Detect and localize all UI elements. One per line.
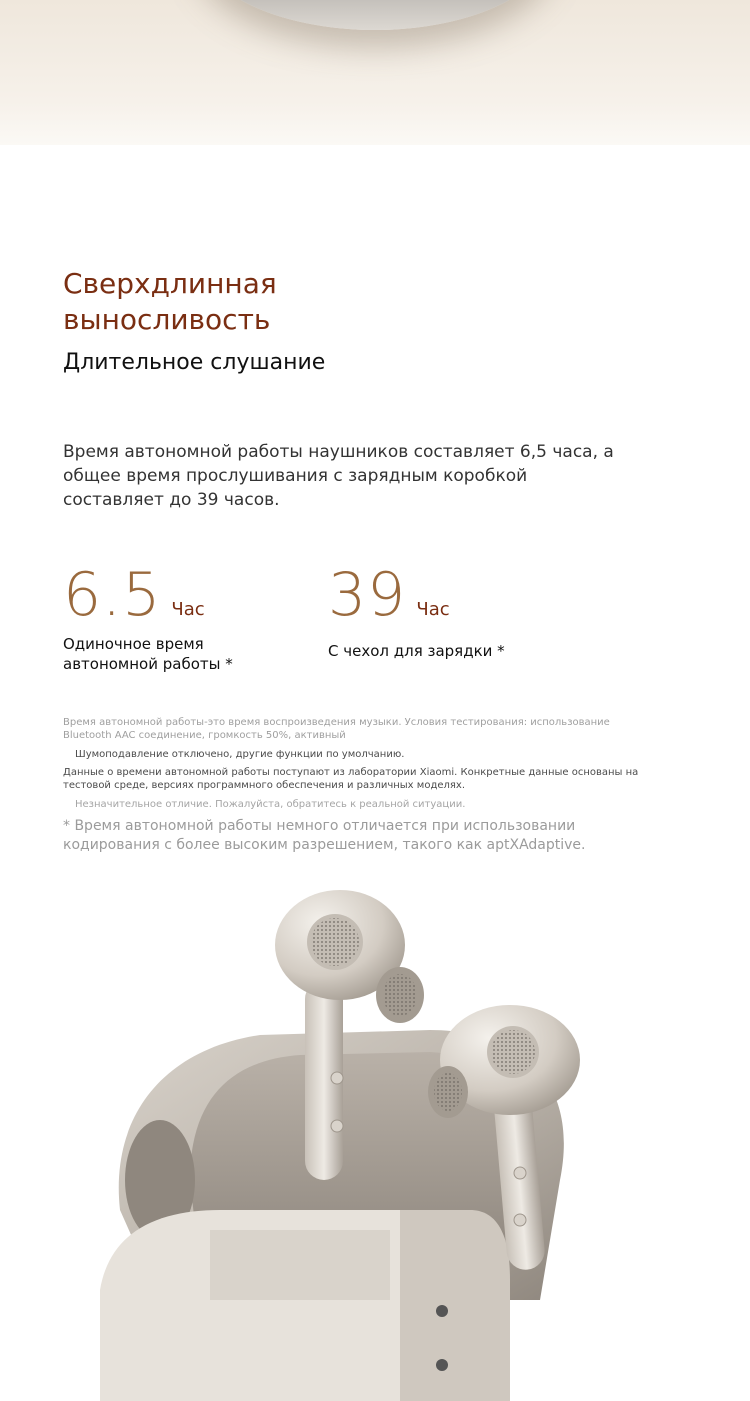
stat-value: 6.5 [63,560,162,630]
section-subtitle: Длительное слушание [63,350,326,375]
stat-single-battery [63,560,233,673]
stat-unit: Час [416,599,450,620]
note-line: Незначительное отличие. Пожалуйста, обратитесь к реальной ситуации. [75,799,466,810]
section-title: Сверхдлинная выносливость [63,267,277,336]
note-line: Данные о времени автономной работы поступают из лаборатории Xiaomi. Конкретные данные основаны на тестовой среде, версиях программного обеспечения и различных моделях. [63,767,639,791]
stat-case-battery [328,560,505,660]
stat-label: Одиночное время автономной работы * [63,635,233,673]
note-line: Шумоподавление отключено, другие функции по умолчанию. [75,749,405,760]
footnote: * Время автономной работы немного отличается при использовании кодирования с более высоким разрешением, такого как aptXAdaptive. [63,818,586,853]
stat-unit: Час [171,599,205,620]
note-line: Время автономной работы-это время воспроизведения музыки. Условия тестирования: использование Bluetooth AAC соединение, громкость 50%, активный [63,717,610,741]
test-conditions-notes [63,716,653,811]
battery-description: Время автономной работы наушников составляет 6,5 часа, а общее время прослушивания с зарядным коробкой составляет до 39 часов. [63,442,614,510]
top-product-banner [0,0,750,145]
stat-value: 39 [328,560,407,630]
earbuds-and-case-image [100,880,620,1401]
stat-label: С чехол для зарядки * [328,642,505,660]
charging-case-image [195,0,555,30]
